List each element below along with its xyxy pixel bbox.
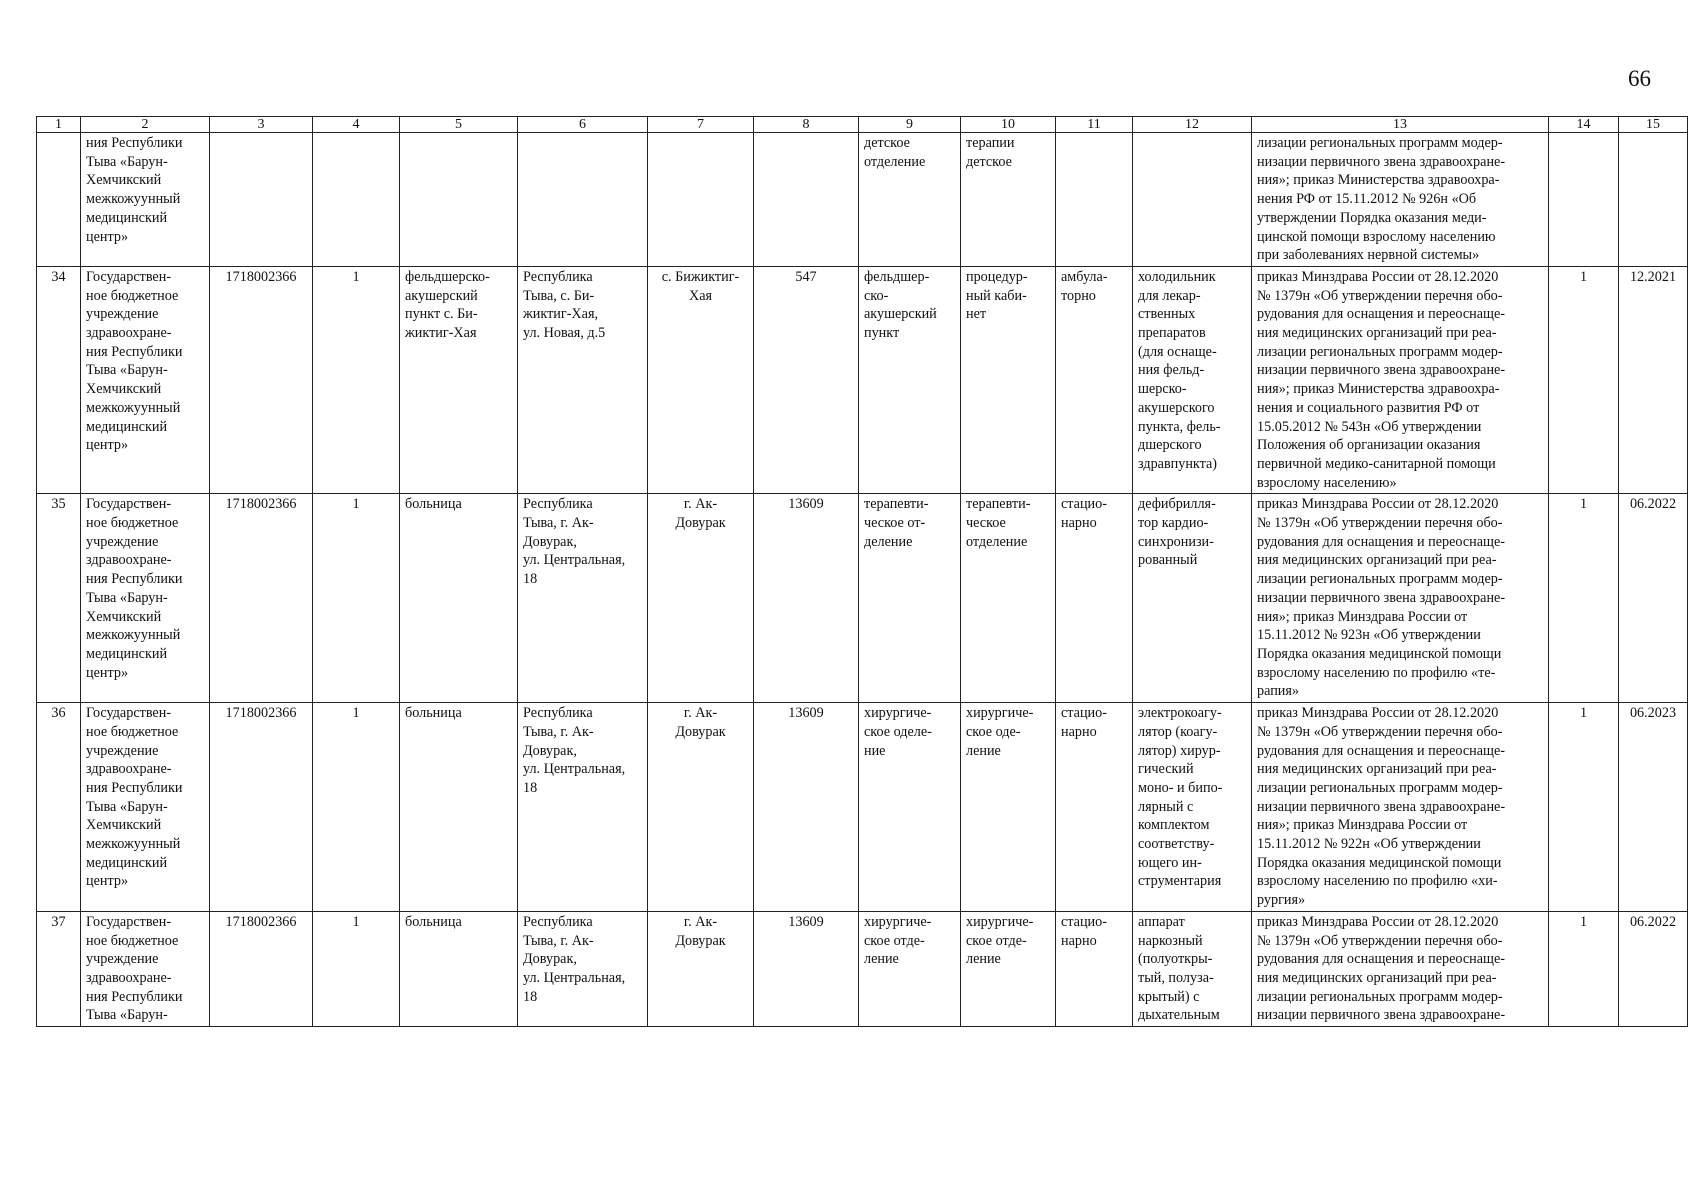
date-cell bbox=[1619, 494, 1688, 703]
legal-basis-cell bbox=[1252, 494, 1549, 703]
equipment-table bbox=[36, 116, 1688, 1027]
locality-cell bbox=[648, 266, 754, 493]
table-row bbox=[37, 494, 1688, 703]
room-cell-text: терапии детское bbox=[966, 135, 1015, 170]
date-cell bbox=[1619, 133, 1688, 267]
column-header: 8 bbox=[754, 117, 859, 133]
date-cell-text: 06.2022 bbox=[1629, 496, 1677, 513]
address-cell bbox=[518, 911, 648, 1026]
facility-type-cell bbox=[400, 911, 518, 1026]
organization-cell-text: Государствен- ное бюджетное учреждение здравоохране- ния Республики Тыва «Барун- Хемчикский межкожуунный медицинский центр» bbox=[86, 496, 183, 681]
equipment-cell bbox=[1133, 911, 1252, 1026]
address-cell bbox=[518, 494, 648, 703]
department-cell bbox=[859, 494, 961, 703]
population-cell-text: 547 bbox=[795, 268, 817, 285]
care-mode-cell bbox=[1056, 494, 1133, 703]
facility-type-cell bbox=[400, 703, 518, 912]
legal-basis-cell bbox=[1252, 911, 1549, 1026]
legal-basis-cell-text: приказ Минздрава России от 28.12.2020 № 1379н «Об утверждении перечня обо- рудования для оснащения и переоснаще- ния медицинских организаций при реа- лизации региональных программ модер- низации первичного звена здравоохране- bbox=[1257, 913, 1506, 1024]
address-cell bbox=[518, 133, 648, 267]
equipment-cell-text: холодильник для лекар- ственных препаратов (для оснаще- ния фельд- шерско- акушерского пункта, фель- дшерского здравпункта) bbox=[1138, 268, 1221, 472]
inn-cell-text: 1718002366 bbox=[225, 913, 297, 930]
department-cell bbox=[859, 133, 961, 267]
department-cell bbox=[859, 703, 961, 912]
care-mode-cell-text: стацио- нарно bbox=[1061, 913, 1107, 949]
legal-basis-cell-text: приказ Минздрава России от 28.12.2020 № 1379н «Об утверждении перечня обо- рудования для оснащения и переоснаще- ния медицинских организаций при реа- лизации региональных программ модер- низации первичного звена здравоохране- ния»; приказ Минздрава России от 15.11.2012 № 922н «Об утверждении Порядка оказания медицинской помощи взрослому населению по профилю «хи- рургия» bbox=[1257, 705, 1506, 909]
address-cell bbox=[518, 703, 648, 912]
address-cell bbox=[518, 266, 648, 493]
room-cell-text: терапевти- ческое отделение bbox=[966, 496, 1031, 550]
legal-basis-cell bbox=[1252, 703, 1549, 912]
locality-cell-text: с. Бижиктиг- Хая bbox=[661, 268, 740, 304]
organization-cell bbox=[81, 494, 210, 703]
department-cell-text: терапевти- ческое от- деление bbox=[864, 496, 929, 550]
row-number-cell-text: 34 bbox=[51, 268, 66, 285]
department-cell bbox=[859, 266, 961, 493]
population-cell-text: 13609 bbox=[788, 705, 824, 722]
organization-cell-text: Государствен- ное бюджетное учреждение здравоохране- ния Республики Тыва «Барун- bbox=[86, 913, 183, 1024]
quantity-cell-text: 1 bbox=[352, 913, 360, 930]
room-cell bbox=[961, 494, 1056, 703]
facility-type-cell bbox=[400, 494, 518, 703]
count-cell-text: 1 bbox=[1579, 268, 1588, 285]
count-cell-text: 1 bbox=[1579, 913, 1588, 930]
quantity-cell bbox=[313, 703, 400, 912]
locality-cell-text: г. Ак- Довурак bbox=[675, 705, 726, 740]
room-cell-text: хирургиче- ское оде- ление bbox=[966, 705, 1034, 759]
inn-cell bbox=[210, 911, 313, 1026]
inn-cell bbox=[210, 494, 313, 703]
column-header: 12 bbox=[1133, 117, 1252, 133]
population-cell bbox=[754, 266, 859, 493]
row-number-cell bbox=[37, 133, 81, 267]
legal-basis-cell-text: приказ Минздрава России от 28.12.2020 № 1379н «Об утверждении перечня обо- рудования для оснащения и переоснаще- ния медицинских организаций при реа- лизации региональных программ модер- низации первичного звена здравоохране- ния»; приказ Минздрава России от 15.11.2012 № 923н «Об утверждении Порядка оказания медицинской помощи взрослому населению по профилю «те- рапия» bbox=[1257, 496, 1506, 700]
quantity-cell bbox=[313, 494, 400, 703]
column-header: 14 bbox=[1549, 117, 1619, 133]
address-cell-text: Республика Тыва, г. Ак- Довурак, ул. Центральная, 18 bbox=[523, 496, 626, 588]
date-cell-text: 06.2023 bbox=[1629, 705, 1677, 722]
table-row bbox=[37, 911, 1688, 1026]
care-mode-cell bbox=[1056, 133, 1133, 267]
count-cell bbox=[1549, 911, 1619, 1026]
quantity-cell bbox=[313, 911, 400, 1026]
column-header: 1 bbox=[37, 117, 81, 133]
count-cell-text: 1 bbox=[1579, 705, 1588, 722]
population-cell bbox=[754, 494, 859, 703]
page-number: 66 bbox=[1628, 66, 1651, 91]
legal-basis-cell bbox=[1252, 133, 1549, 267]
row-number-cell bbox=[37, 494, 81, 703]
care-mode-cell bbox=[1056, 911, 1133, 1026]
row-number-cell bbox=[37, 266, 81, 493]
equipment-cell bbox=[1133, 133, 1252, 267]
quantity-cell bbox=[313, 133, 400, 267]
inn-cell-text: 1718002366 bbox=[225, 705, 297, 722]
facility-type-cell-text: больница bbox=[405, 705, 462, 722]
care-mode-cell-text: стацио- нарно bbox=[1061, 705, 1107, 740]
locality-cell bbox=[648, 911, 754, 1026]
row-number-cell bbox=[37, 703, 81, 912]
address-cell-text: Республика Тыва, г. Ак- Довурак, ул. Центральная, 18 bbox=[523, 705, 626, 796]
equipment-cell bbox=[1133, 494, 1252, 703]
room-cell bbox=[961, 266, 1056, 493]
room-cell bbox=[961, 703, 1056, 912]
row-number-cell bbox=[37, 911, 81, 1026]
quantity-cell-text: 1 bbox=[352, 705, 360, 722]
organization-cell bbox=[81, 133, 210, 267]
inn-cell bbox=[210, 266, 313, 493]
locality-cell bbox=[648, 703, 754, 912]
date-cell-text: 12.2021 bbox=[1629, 268, 1677, 285]
quantity-cell bbox=[313, 266, 400, 493]
care-mode-cell bbox=[1056, 266, 1133, 493]
count-cell bbox=[1549, 133, 1619, 267]
department-cell-text: детское отделение bbox=[864, 135, 926, 170]
column-header: 15 bbox=[1619, 117, 1688, 133]
population-cell bbox=[754, 703, 859, 912]
room-cell-text: хирургиче- ское отде- ление bbox=[966, 913, 1034, 968]
department-cell bbox=[859, 911, 961, 1026]
column-header: 7 bbox=[648, 117, 754, 133]
facility-type-cell-text: больница bbox=[405, 496, 462, 513]
organization-cell bbox=[81, 911, 210, 1026]
legal-basis-cell bbox=[1252, 266, 1549, 493]
organization-cell-text: ния Республики Тыва «Барун- Хемчикский межкожуунный медицинский центр» bbox=[86, 135, 183, 245]
column-number-row bbox=[37, 117, 1688, 133]
table-row bbox=[37, 266, 1688, 493]
organization-cell bbox=[81, 703, 210, 912]
organization-cell-text: Государствен- ное бюджетное учреждение здравоохране- ния Республики Тыва «Барун- Хемчикский межкожуунный медицинский центр» bbox=[86, 268, 183, 454]
population-cell-text: 13609 bbox=[788, 496, 824, 513]
column-header: 11 bbox=[1056, 117, 1133, 133]
column-header: 5 bbox=[400, 117, 518, 133]
equipment-cell-text: электрокоагу- лятор (коагу- лятор) хирур- гический моно- и бипо- лярный с комплектом соответству- ющего ин- струментария bbox=[1138, 705, 1223, 890]
inn-cell-text: 1718002366 bbox=[225, 268, 297, 285]
facility-type-cell bbox=[400, 266, 518, 493]
room-cell bbox=[961, 133, 1056, 267]
room-cell-text: процедур- ный каби- нет bbox=[966, 268, 1028, 323]
address-cell-text: Республика Тыва, с. Би- жиктиг-Хая, ул. Новая, д.5 bbox=[523, 268, 606, 342]
address-cell-text: Республика Тыва, г. Ак- Довурак, ул. Центральная, 18 bbox=[523, 913, 626, 1005]
count-cell bbox=[1549, 266, 1619, 493]
locality-cell bbox=[648, 133, 754, 267]
department-cell-text: фельдшер- ско- акушерский пункт bbox=[864, 268, 937, 342]
room-cell bbox=[961, 911, 1056, 1026]
legal-basis-cell-text: лизации региональных программ модер- низации первичного звена здравоохране- ния»; приказ Министерства здравоохра- нения РФ от 15.11.2012 № 926н «Об утверждении Порядка оказания меди- цинской помощи взрослому населению при заболеваниях нервной системы» bbox=[1257, 135, 1506, 264]
table-row bbox=[37, 133, 1688, 267]
locality-cell-text: г. Ак- Довурак bbox=[675, 496, 726, 532]
organization-cell-text: Государствен- ное бюджетное учреждение здравоохране- ния Республики Тыва «Барун- Хемчикский межкожуунный медицинский центр» bbox=[86, 705, 183, 890]
quantity-cell-text: 1 bbox=[352, 496, 360, 513]
column-header: 2 bbox=[81, 117, 210, 133]
facility-type-cell-text: фельдшерско- акушерский пункт с. Би- жиктиг-Хая bbox=[405, 268, 490, 342]
organization-cell bbox=[81, 266, 210, 493]
population-cell-text: 13609 bbox=[788, 913, 824, 930]
inn-cell bbox=[210, 133, 313, 267]
department-cell-text: хирургиче- ское отде- ление bbox=[864, 913, 932, 968]
quantity-cell-text: 1 bbox=[352, 268, 360, 285]
row-number-cell-text: 37 bbox=[51, 913, 66, 930]
column-header: 9 bbox=[859, 117, 961, 133]
count-cell bbox=[1549, 703, 1619, 912]
count-cell bbox=[1549, 494, 1619, 703]
population-cell bbox=[754, 911, 859, 1026]
population-cell bbox=[754, 133, 859, 267]
row-number-cell-text: 36 bbox=[51, 705, 66, 722]
date-cell bbox=[1619, 266, 1688, 493]
date-cell-text: 06.2022 bbox=[1629, 913, 1677, 930]
date-cell bbox=[1619, 911, 1688, 1026]
column-header: 10 bbox=[961, 117, 1056, 133]
table-body bbox=[37, 133, 1688, 1027]
column-header: 4 bbox=[313, 117, 400, 133]
equipment-cell bbox=[1133, 703, 1252, 912]
facility-type-cell bbox=[400, 133, 518, 267]
row-number-cell-text: 35 bbox=[51, 496, 66, 513]
locality-cell-text: г. Ак- Довурак bbox=[675, 913, 726, 949]
equipment-cell bbox=[1133, 266, 1252, 493]
table-row bbox=[37, 703, 1688, 912]
inn-cell bbox=[210, 703, 313, 912]
column-header: 3 bbox=[210, 117, 313, 133]
column-header: 6 bbox=[518, 117, 648, 133]
equipment-cell-text: аппарат наркозный (полуоткры- тый, полуза- крытый) с дыхательным bbox=[1138, 913, 1220, 1024]
department-cell-text: хирургиче- ское оделе- ние bbox=[864, 705, 932, 759]
count-cell-text: 1 bbox=[1579, 496, 1588, 513]
care-mode-cell bbox=[1056, 703, 1133, 912]
care-mode-cell-text: амбула- торно bbox=[1061, 268, 1108, 304]
legal-basis-cell-text: приказ Минздрава России от 28.12.2020 № 1379н «Об утверждении перечня обо- рудования для оснащения и переоснаще- ния медицинских организаций при реа- лизации региональных программ модер- низации первичного звена здравоохране- ния»; приказ Министерства здравоохра- нения и социального развития РФ от 15.05.2012 № 543н «Об утверждении Положения об организации оказания первичной медико-санитарной помощи взрослому населению» bbox=[1257, 268, 1506, 491]
locality-cell bbox=[648, 494, 754, 703]
equipment-cell-text: дефибрилля- тор кардио- синхронизи- рованный bbox=[1138, 496, 1216, 569]
facility-type-cell-text: больница bbox=[405, 913, 462, 930]
column-header: 13 bbox=[1252, 117, 1549, 133]
date-cell bbox=[1619, 703, 1688, 912]
care-mode-cell-text: стацио- нарно bbox=[1061, 496, 1107, 532]
inn-cell-text: 1718002366 bbox=[225, 496, 297, 513]
